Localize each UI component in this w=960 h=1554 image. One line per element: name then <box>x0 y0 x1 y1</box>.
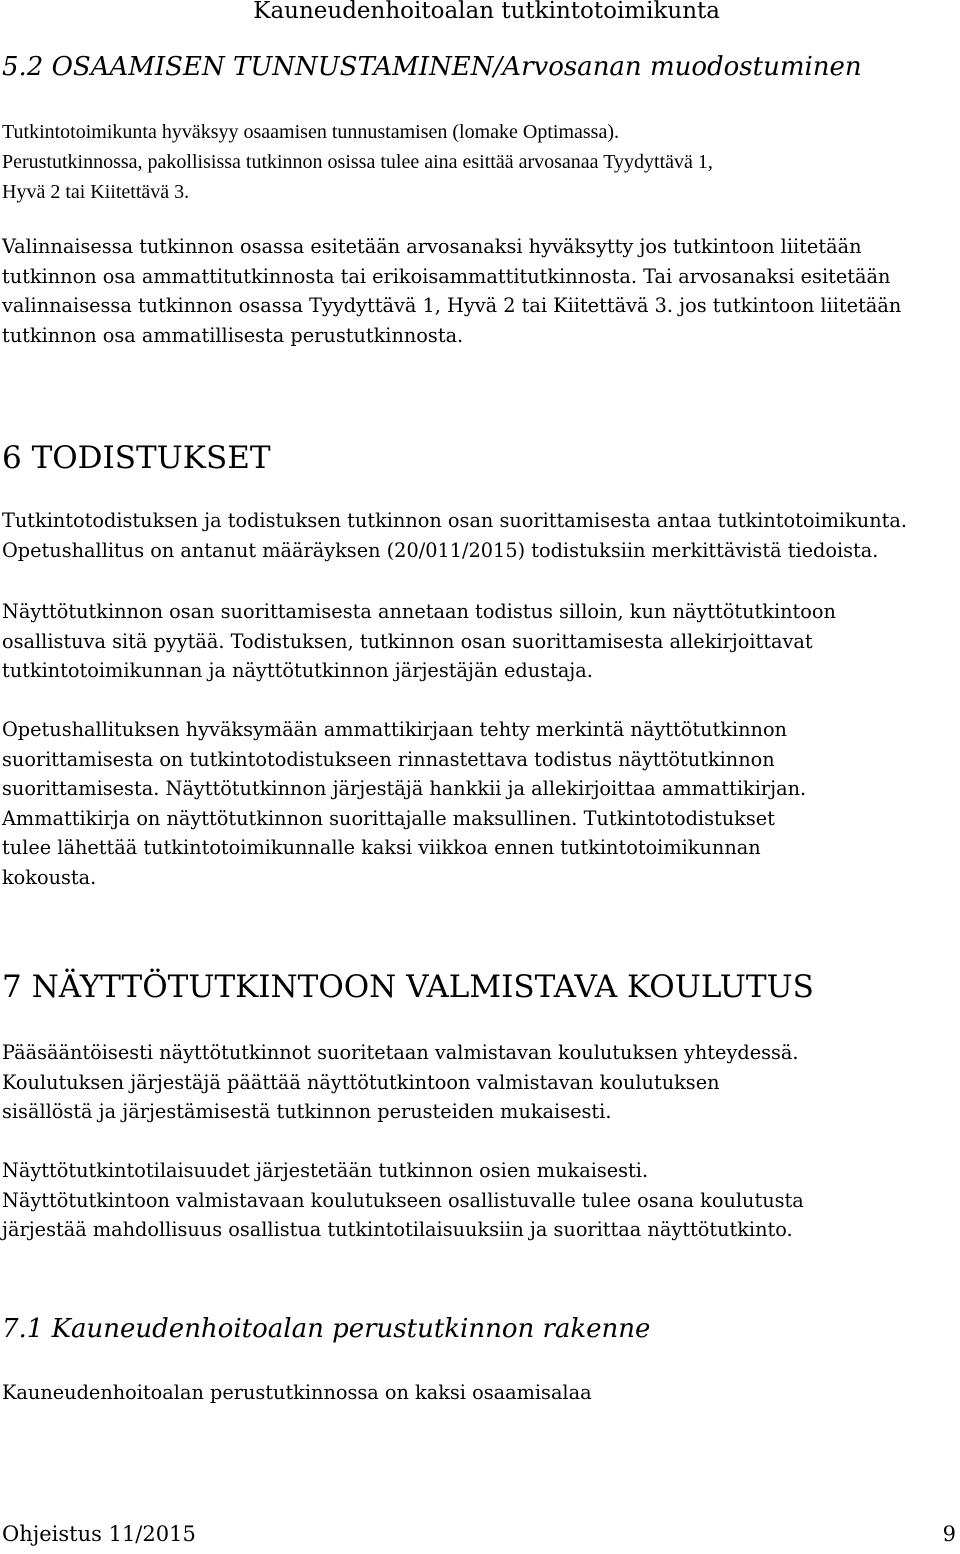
section-6-paragraph-3 <box>2 715 952 892</box>
section-5-2-paragraph-2 <box>2 232 952 350</box>
text-line: Ammattikirja on näyttötutkinnon suorittajalle maksullinen. Tutkintotodistukset <box>2 806 775 830</box>
text-line: Valinnaisessa tutkinnon osassa esitetään arvosanaksi hyväksytty jos tutkintoon liitetään <box>2 235 862 258</box>
text-line: kokousta. <box>2 865 97 889</box>
text-line: Hyvä 2 tai Kiitettävä 3. <box>2 181 190 203</box>
section-7-heading: 7 NÄYTTÖTUTKINTOON VALMISTAVA KOULUTUS <box>2 969 814 1005</box>
text-line: suorittamisesta. Näyttötutkinnon järjestäjä hankkii ja allekirjoittaa ammattikirjan. <box>2 777 807 800</box>
section-5-2-heading: 5.2 OSAAMISEN TUNNUSTAMINEN/Arvosanan muodostuminen <box>2 52 862 82</box>
section-6-paragraph-2 <box>2 597 952 686</box>
text-line: Tutkintotodistuksen ja todistuksen tutkinnon osan suorittamisesta antaa tutkintotoimikunta. <box>2 509 907 532</box>
section-7-paragraph-1 <box>2 1038 952 1127</box>
text-line: tutkinnon osa ammattitutkinnosta tai erikoisammattitutkinnosta. Tai arvosanaksi esitetään <box>2 264 891 288</box>
text-line: Koulutuksen järjestäjä päättää näyttötutkintoon valmistavan koulutuksen <box>2 1070 720 1094</box>
text-line: Opetushallituksen hyväksymään ammattikirjaan tehty merkintä näyttötutkinnon <box>2 718 787 741</box>
text-line: Opetushallitus on antanut määräyksen (20/011/2015) todistuksiin merkittävistä tiedoista. <box>2 538 879 562</box>
text-line: Näyttötutkintoon valmistavaan koulutukseen osallistuvalle tulee osana koulutusta <box>2 1188 804 1212</box>
section-7-paragraph-2 <box>2 1156 952 1245</box>
text-line: tulee lähettää tutkintotoimikunnalle kaksi viikkoa ennen tutkintotoimikunnan <box>2 836 761 859</box>
running-header: Kauneudenhoitoalan tutkintotoimikunta <box>253 0 720 24</box>
text-line: Näyttötutkintotilaisuudet järjestetään tutkinnon osien mukaisesti. <box>2 1159 649 1182</box>
footer-label: Ohjeistus 11/2015 <box>2 1522 196 1546</box>
text-line: Tutkintotoimikunta hyväksyy osaamisen tunnustamisen (lomake Optimassa). <box>2 121 619 143</box>
text-line: Pääsääntöisesti näyttötutkinnot suoritetaan valmistavan koulutuksen yhteydessä. <box>2 1041 799 1064</box>
section-5-2-paragraph-1 <box>2 117 952 207</box>
text-line: Perustutkinnossa, pakollisissa tutkinnon osissa tulee aina esittää arvosanaa Tyydyttävä 1, <box>2 151 713 173</box>
section-7-1-paragraph <box>2 1378 952 1408</box>
section-6-paragraph-1 <box>2 506 952 565</box>
page-number: 9 <box>942 1522 956 1546</box>
text-line: suorittamisesta on tutkintotodistukseen rinnastettava todistus näyttötutkinnon <box>2 747 775 771</box>
text-line: Kauneudenhoitoalan perustutkinnossa on kaksi osaamisalaa <box>2 1381 592 1404</box>
text-line: sisällöstä ja järjestämisestä tutkinnon perusteiden mukaisesti. <box>2 1100 612 1123</box>
text-line: Näyttötutkinnon osan suorittamisesta annetaan todistus silloin, kun näyttötutkintoon <box>2 600 836 623</box>
text-line: osallistuva sitä pyytää. Todistuksen, tutkinnon osan suorittamisesta allekirjoittavat <box>2 629 813 653</box>
text-line: järjestää mahdollisuus osallistua tutkintotilaisuuksiin ja suorittaa näyttötutkinto. <box>2 1218 793 1241</box>
section-6-heading: 6 TODISTUKSET <box>2 440 271 476</box>
text-line: valinnaisessa tutkinnon osassa Tyydyttävä 1, Hyvä 2 tai Kiitettävä 3. jos tutkintoon liitetään <box>2 294 902 317</box>
text-line: tutkinnon osa ammatillisesta perustutkinnosta. <box>2 323 464 347</box>
section-7-1-heading: 7.1 Kauneudenhoitoalan perustutkinnon rakenne <box>2 1314 651 1344</box>
text-line: tutkintotoimikunnan ja näyttötutkinnon järjestäjän edustaja. <box>2 659 593 682</box>
